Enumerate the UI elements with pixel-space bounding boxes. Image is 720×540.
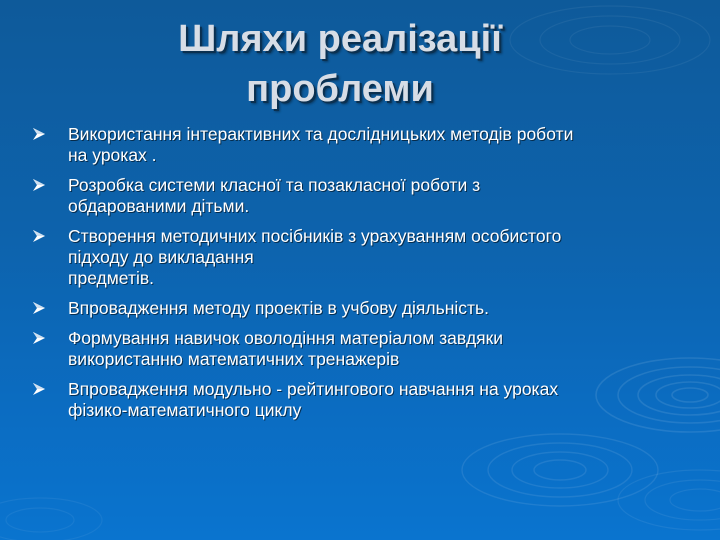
bullet-text: Впровадження методу проектів в учбову діяльність. [68, 298, 490, 318]
arrowhead-bullet-icon [32, 382, 46, 396]
slide-title [30, 14, 650, 114]
bullet-text: Розробка системи класної та позакласної роботи з [68, 175, 481, 195]
arrowhead-bullet-icon [32, 331, 46, 345]
arrowhead-bullet-icon [32, 127, 46, 141]
bullet-text: Використання інтерактивних та дослідницьких методів роботи [68, 124, 574, 144]
bullet-text: Формування навичок оволодіння матеріалом завдяки [68, 328, 504, 348]
bullet-item [30, 379, 660, 421]
bullet-item [30, 226, 660, 289]
bullet-item [30, 124, 660, 166]
arrowhead-bullet-icon [32, 178, 46, 192]
bullet-text: підходу до викладання [68, 247, 254, 267]
bullet-text: Створення методичних посібників з урахуванням особистого [68, 226, 562, 246]
bullet-text: фізико-математичного циклу [68, 400, 302, 420]
bullet-item [30, 298, 660, 319]
arrowhead-bullet-icon [32, 229, 46, 243]
bullet-text: предметів. [68, 268, 155, 288]
bullet-text: Впровадження модульно - рейтингового навчання на уроках [68, 379, 559, 399]
bullet-text: на уроках . [68, 145, 157, 165]
bullet-item [30, 328, 660, 370]
bullet-list [30, 124, 660, 430]
bullet-text: використанню математичних тренажерів [68, 349, 400, 369]
bullet-item [30, 175, 660, 217]
title-line: Шляхи реалізації [178, 18, 502, 60]
title-line: проблеми [246, 68, 434, 110]
bullet-text: обдарованими дітьми. [68, 196, 250, 216]
arrowhead-bullet-icon [32, 301, 46, 315]
